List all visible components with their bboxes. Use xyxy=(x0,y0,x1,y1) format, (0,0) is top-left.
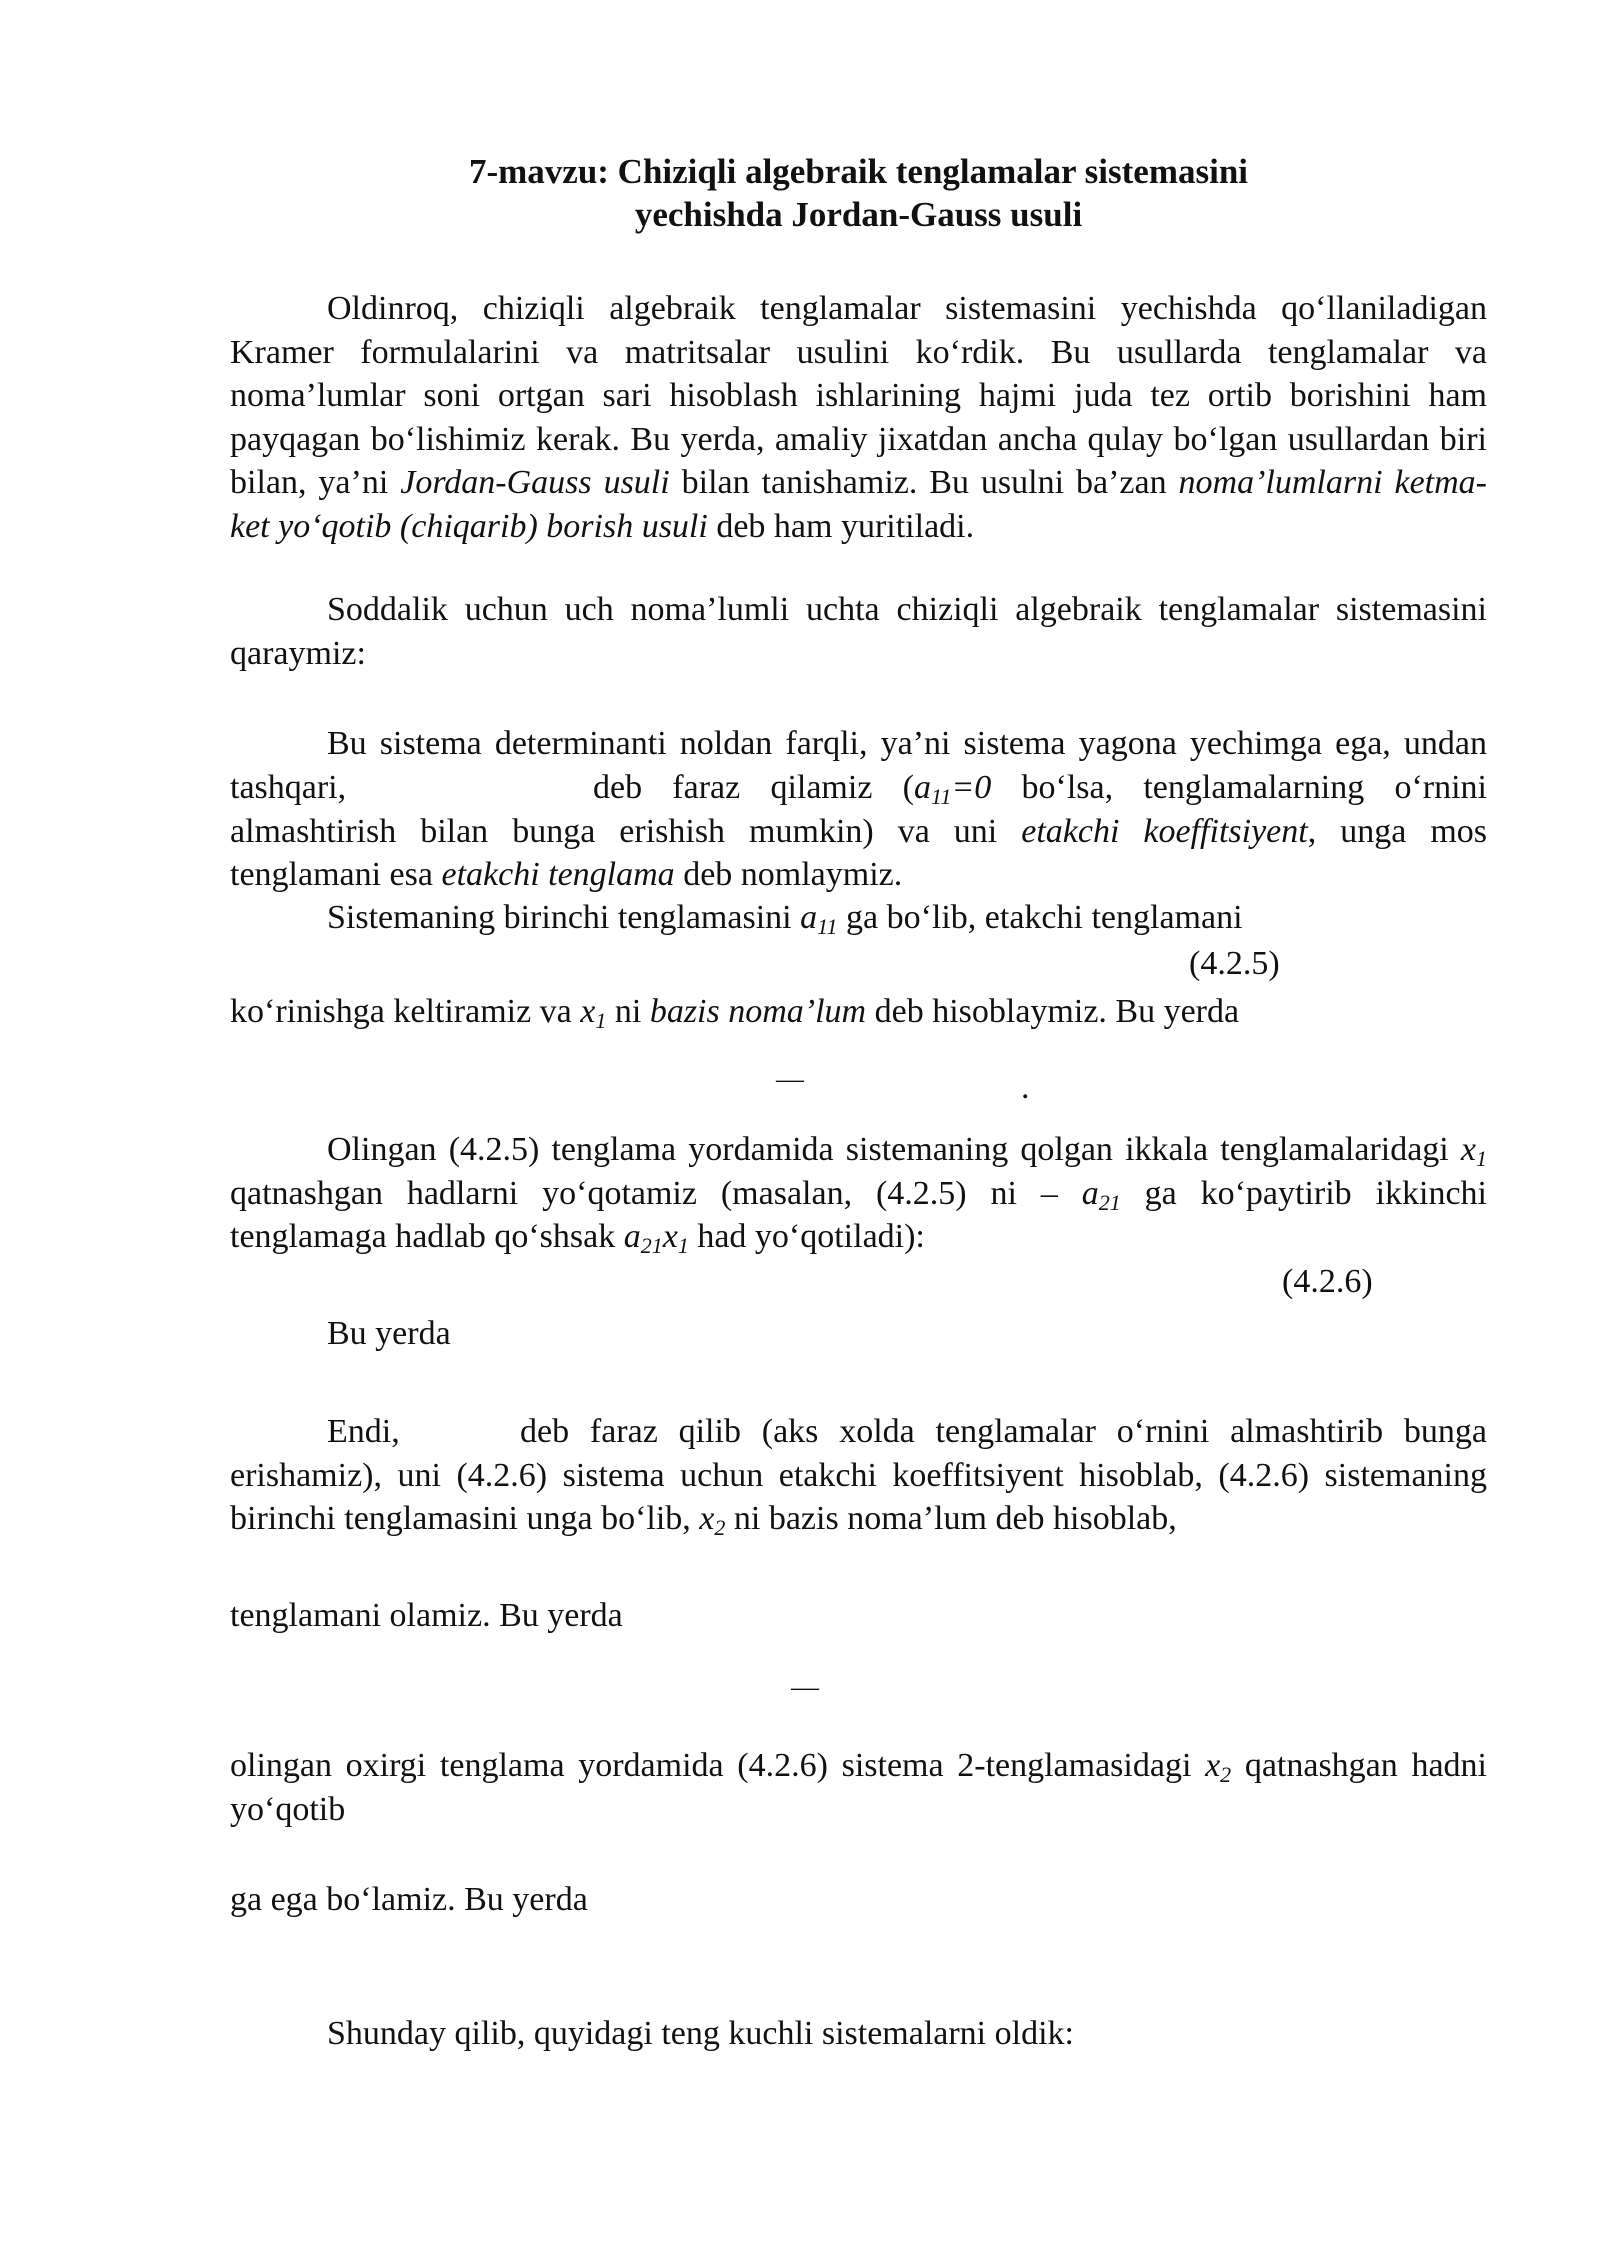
var-a11: $a_{11}$ xyxy=(800,899,838,939)
equation-number-425: (4.2.5) xyxy=(1189,945,1280,982)
var-a21x1: $a_{21}x_1$ xyxy=(623,1218,689,1258)
korinishga-line: ko‘rinishga keltiramiz va $x_1$ ni bazis noma’lum deb hisoblaymiz. Bu yerda xyxy=(230,993,1240,1033)
period-1: . xyxy=(1021,1069,1030,1106)
equation-number-426: (4.2.6) xyxy=(1282,1263,1373,1300)
intro-paragraph: Oldinroq, chiziqli algebraik tenglamalar sistemasini yechishda qo‘llaniladigan Kramer formulalarini va matritsalar usulini ko‘rdik. Bu usullarda tenglamalar va noma’lumlar soni ortgan sari hisoblash ishlarining hajmi juda tez ortib borishini ham payqagan bo‘lishimiz kerak. Bu yerda, amaliy jixatdan ancha qulay bo‘lgan usullardan biri bilan, ya’ni Jordan-Gauss usuli bilan tanishamiz. Bu usulni ba’zan noma’lumlarni ketma-ket yo‘qotib (chiqarib) borish usuli deb ham yuritiladi. xyxy=(230,290,1487,545)
shunday-line: Shunday qilib, quyidagi teng kuchli sistemalarni oldik: xyxy=(327,2015,1074,2052)
olingan-paragraph: Olingan (4.2.5) tenglama yordamida sistemaning qolgan ikkala tenglamalaridagi $x_1$ qatnashgan hadlarni yo‘qotamiz (masalan, (4.2.5) ni – $a_{21}$ ga ko‘paytirib ikkinchi tenglamaga hadlab qo‘shsak $a_{21}x_1$ had yo‘qotiladi): xyxy=(230,1131,1487,1258)
title-line-2: yechishda Jordan-Gauss usuli xyxy=(634,195,1083,234)
var-x2: $x_2$ xyxy=(699,1500,726,1540)
var-x2-b: $x_2$ xyxy=(1205,1747,1232,1787)
determinant-line-1: Bu sistema determinanti noldan farqli, ya’ni sistema yagona yechimga ega, undan tashqari, xyxy=(230,725,1487,806)
italic-term-etakchi-tenglama: etakchi tenglama xyxy=(441,856,675,893)
italic-term-ketma-ket: noma’lumlarni ketma-ket yo‘qotib (chiqarib) borish usuli xyxy=(230,464,1487,545)
tenglamani-olamiz: tenglamani olamiz. Bu yerda xyxy=(230,1597,623,1634)
endi-paragraph: deb faraz qilib (aks xolda tenglamalar o‘rnini almashtirib bunga erishamiz), uni (4.2.6) sistema uchun etakchi koeffitsiyent hisoblab, (4.2.6) sistemaning birinchi tenglamasini unga bo‘lib, $x_2$ ni bazis noma’lum deb hisoblab, xyxy=(230,1413,1487,1540)
var-a21: $a_{21}$ xyxy=(1081,1174,1121,1215)
italic-term-jordan-gauss: Jordan-Gauss usuli xyxy=(400,464,670,501)
var-a: $a_{11}=0$ xyxy=(913,769,992,809)
var-x1-b: $x_1$ xyxy=(1460,1131,1487,1171)
soddalik-paragraph: Soddalik uchun uch noma’lumli uchta chiziqli algebraik tenglamalar sistemasini qaraymiz: xyxy=(230,591,1487,672)
var-x1: $x_1$ xyxy=(580,993,607,1033)
fraction-bar-2: — xyxy=(791,1672,819,1703)
title-line-1: 7-mavzu: Chiziqli algebraik tenglamalar sistemasini xyxy=(468,152,1249,191)
italic-term-bazis: bazis noma’lum xyxy=(649,993,867,1030)
page-title xyxy=(230,150,1487,236)
ga-ega-line: ga ega bo‘lamiz. Bu yerda xyxy=(230,1881,588,1918)
italic-term-etakchi-koeffitsiyent: etakchi koeffitsiyent xyxy=(1021,812,1308,850)
endi-word: Endi, xyxy=(327,1413,400,1450)
fraction-bar-1: — xyxy=(776,1064,804,1095)
sistemaning-line: Sistemaning birinchi tenglamasini $a_{11}$ ga bo‘lib, etakchi tenglamani xyxy=(327,899,1243,939)
bu-yerda-1: Bu yerda xyxy=(327,1315,451,1352)
determinant-paragraph-rest: deb faraz qilamiz ($a_{11}=0$ bo‘lsa, tenglamalarning o‘rnini almashtirish bilan bunga erishish mumkin) va uni etakchi koeffitsiyent, unga mos tenglamani esa etakchi tenglama deb nomlaymiz. xyxy=(230,769,1488,893)
oxirgi-paragraph: olingan oxirgi tenglama yordamida (4.2.6) sistema 2-tenglamasidagi $x_2$ qatnashgan hadni yo‘qotib xyxy=(230,1747,1487,1828)
